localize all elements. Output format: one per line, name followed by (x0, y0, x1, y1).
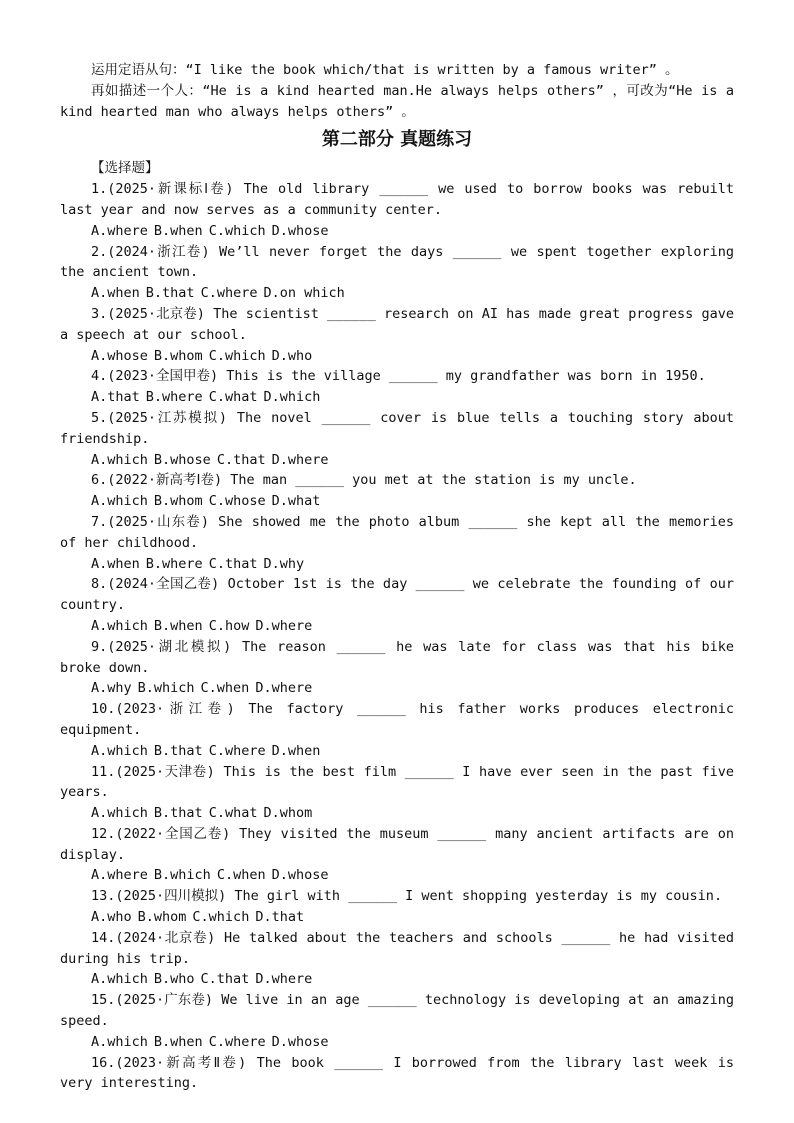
question-item (60, 762, 734, 824)
answer-option: B.where (145, 389, 203, 406)
answer-option: C.that (200, 971, 250, 988)
intro-line-1: 运用定语从句：“I like the book which/that is written by a famous writer” 。 (91, 62, 679, 78)
answer-option: D.who (271, 347, 313, 364)
answer-option: A.which (91, 493, 148, 510)
answer-option: A.when (91, 555, 140, 572)
answer-option: B.whose (153, 451, 211, 468)
answer-option: C.that (216, 451, 266, 468)
answer-option: B.whom (153, 347, 203, 364)
question-item (60, 242, 734, 304)
document-page (60, 60, 734, 1094)
question-item (60, 990, 734, 1052)
question-item (60, 408, 734, 470)
answer-option: A.which (91, 1033, 148, 1050)
answer-option: B.where (145, 555, 203, 572)
answer-option: C.whose (208, 493, 266, 510)
answer-option: B.when (153, 1033, 203, 1050)
question-item (60, 179, 734, 241)
answer-option: C.which (192, 909, 250, 926)
answer-options (60, 616, 734, 637)
question-stem: 3.(2025·北京卷) The scientist ______ research on AI has made great progress gave a speech at our school. (60, 305, 734, 343)
answer-option: A.which (91, 617, 148, 634)
question-item (60, 1053, 734, 1095)
question-stem: 9.(2025·湖北模拟) The reason ______ he was late for class was that his bike broke down. (60, 638, 734, 676)
answer-option: D.whose (271, 1033, 329, 1050)
question-item (60, 574, 734, 636)
question-stem: 8.(2024·全国乙卷) October 1st is the day ______ we celebrate the founding of our country. (60, 576, 734, 614)
question-item (60, 304, 734, 366)
question-category: 【选择题】 (91, 160, 159, 177)
answer-option: C.that (208, 555, 258, 572)
answer-options (60, 554, 734, 575)
answer-option: A.which (91, 971, 148, 988)
question-stem: 11.(2025·天津卷) This is the best film ______ I have ever seen in the past five years. (60, 763, 734, 801)
answer-option: C.where (208, 1033, 266, 1050)
answer-option: B.whom (153, 493, 203, 510)
answer-option: A.why (91, 680, 132, 697)
answer-option: C.where (200, 285, 258, 302)
answer-option: A.whose (91, 347, 148, 364)
question-stem: 6.(2022·新高考Ⅰ卷) The man ______ you met at the station is my uncle. (91, 472, 637, 489)
answer-option: D.where (255, 971, 313, 988)
answer-options (60, 803, 734, 824)
answer-options (60, 969, 734, 990)
answer-option: C.when (216, 867, 266, 884)
question-stem: 12.(2022·全国乙卷) They visited the museum ______ many ancient artifacts are on display. (60, 825, 734, 863)
question-item (60, 512, 734, 574)
answer-option: C.how (208, 617, 250, 634)
answer-option: A.that (91, 389, 140, 406)
answer-options (60, 221, 734, 242)
answer-option: D.that (255, 909, 305, 926)
question-item (60, 928, 734, 990)
answer-option: B.whom (137, 909, 187, 926)
section-title: 第二部分 真题练习 (321, 129, 473, 151)
question-item (60, 366, 734, 408)
answer-options (60, 1032, 734, 1053)
answer-option: D.where (255, 617, 313, 634)
answer-options (60, 346, 734, 367)
answer-option: C.which (208, 347, 266, 364)
question-stem: 2.(2024·浙江卷) We’ll never forget the days ______ we spent together exploring the ancient town. (60, 243, 734, 281)
answer-option: B.who (153, 971, 195, 988)
answer-option: C.when (200, 680, 250, 697)
answer-options (60, 865, 734, 886)
answer-options (60, 491, 734, 512)
question-stem: 15.(2025·广东卷) We live in an age ______ technology is developing at an amazing speed. (60, 992, 734, 1030)
answer-option: D.whose (271, 867, 329, 884)
answer-option: C.which (208, 222, 266, 239)
question-stem: 14.(2024·北京卷) He talked about the teachers and schools ______ he had visited during his trip. (60, 929, 734, 967)
answer-option: A.which (91, 451, 148, 468)
question-stem: 5.(2025·江苏模拟) The novel ______ cover is blue tells a touching story about friendship. (60, 409, 734, 447)
question-item (60, 886, 734, 928)
answer-option: B.which (137, 680, 195, 697)
answer-option: D.which (263, 389, 321, 406)
question-stem: 1.(2025·新课标Ⅰ卷) The old library ______ we used to borrow books was rebuilt last year and now serves as a community center. (60, 181, 734, 218)
answer-option: D.on which (263, 285, 345, 302)
answer-options (60, 907, 734, 928)
answer-option: A.where (91, 222, 148, 239)
answer-option: D.whom (263, 805, 313, 822)
question-stem: 16.(2023·新高考Ⅱ卷) The book ______ I borrowed from the library last week is very interesting. (60, 1054, 734, 1092)
answer-option: A.where (91, 867, 148, 884)
answer-options (60, 283, 734, 304)
answer-option: D.when (271, 742, 321, 759)
answer-options (60, 741, 734, 762)
question-stem: 7.(2025·山东卷) She showed me the photo album ______ she kept all the memories of her childhood. (60, 513, 734, 551)
answer-options (60, 387, 734, 408)
answer-option: D.whose (271, 222, 329, 239)
question-item (60, 824, 734, 886)
answer-option: B.that (145, 285, 195, 302)
answer-option: A.who (91, 909, 132, 926)
question-item (60, 699, 734, 761)
intro-line-2: 再如描述一个人：“He is a kind hearted man.He always helps others” ，可改为“He is a kind hearted man who always helps others” 。 (60, 82, 734, 120)
question-item (60, 637, 734, 699)
question-list (60, 179, 734, 1094)
answer-option: C.what (208, 389, 258, 406)
answer-option: A.which (91, 742, 148, 759)
question-stem: 10.(2023·浙江卷) The factory ______ his father works produces electronic equipment. (60, 701, 734, 738)
answer-option: C.what (208, 805, 258, 822)
question-item (60, 470, 734, 512)
question-stem: 13.(2025·四川模拟) The girl with ______ I went shopping yesterday is my cousin. (91, 888, 723, 905)
answer-option: A.when (91, 285, 140, 302)
answer-option: B.which (153, 867, 211, 884)
answer-option: D.where (255, 680, 313, 697)
answer-option: D.what (271, 493, 321, 510)
answer-option: A.which (91, 805, 148, 822)
answer-option: D.why (263, 555, 305, 572)
answer-options (60, 678, 734, 699)
answer-option: C.where (208, 742, 266, 759)
answer-option: B.that (153, 805, 203, 822)
answer-options (60, 450, 734, 471)
answer-option: B.that (153, 742, 203, 759)
answer-option: D.where (271, 451, 329, 468)
answer-option: B.when (153, 617, 203, 634)
answer-option: B.when (153, 222, 203, 239)
question-stem: 4.(2023·全国甲卷) This is the village ______ my grandfather was born in 1950. (91, 368, 706, 385)
